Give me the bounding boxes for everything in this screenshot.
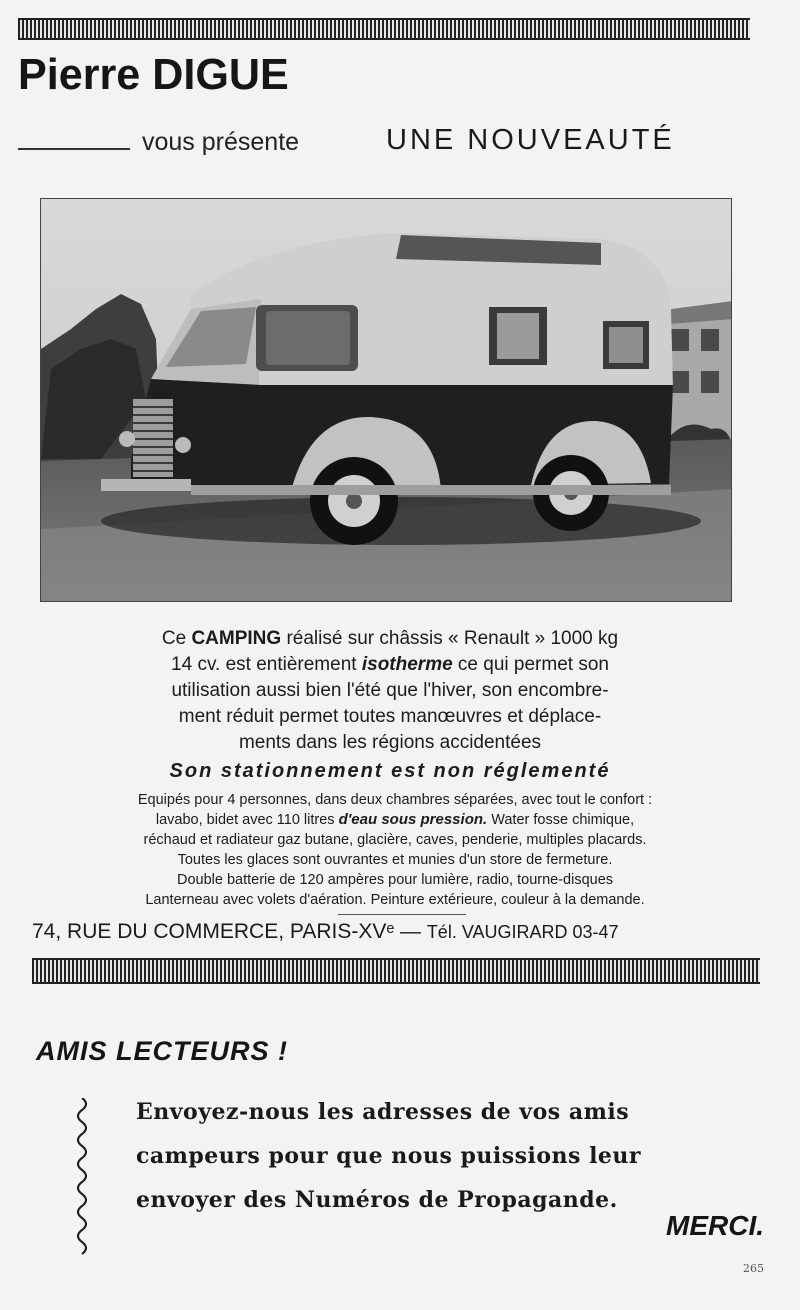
details-line-6: Lanterneau avec volets d'aération. Peinture extérieure, couleur à la demande. — [145, 892, 645, 908]
ad-text-span: Ce — [161, 628, 192, 649]
page-number: 265 — [743, 1262, 764, 1275]
contact-separator: — — [394, 920, 427, 943]
decorative-border-top — [18, 18, 750, 40]
thanks-text: MERCI. — [666, 1210, 764, 1241]
appeal-line-2: campeurs pour que nous puissions leur — [136, 1143, 642, 1169]
presents-text: vous présente — [142, 128, 300, 156]
details-line-4: Toutes les glaces sont ouvrantes et munies d'un store de fermeture. — [177, 852, 613, 868]
details-line-3: réchaud et radiateur gaz butane, glacière, caves, penderie, multiples placards. — [143, 832, 647, 848]
details-rule — [338, 914, 466, 915]
ad-text-span: 14 cv. est entièrement — [171, 654, 362, 675]
appeal-line-3: envoyer des Numéros de Propagande. — [136, 1187, 618, 1213]
phone-number: Tél. VAUGIRARD 03-47 — [426, 922, 619, 942]
equipment-details — [30, 790, 760, 910]
decorative-border-middle — [32, 958, 760, 984]
details-line-5: Double batterie de 120 ampères pour lumière, radio, tourne-disques — [176, 872, 614, 888]
ad-line-3: utilisation aussi bien l'été que l'hiver, son encombre- — [171, 680, 609, 701]
ad-text-span: réalisé sur châssis « Renault » 1000 kg — [281, 628, 619, 649]
ad-text-span: ce qui permet son — [452, 654, 609, 675]
street-address: 74, RUE DU COMMERCE, PARIS-XVᵉ — [32, 920, 395, 943]
camping-keyword: CAMPING — [191, 628, 282, 649]
novelty-title: UNE NOUVEAUTÉ — [386, 124, 675, 156]
appeal-line-1: Envoyez-nous les adresses de vos amis — [136, 1099, 630, 1125]
ad-line-4: ment réduit permet toutes manœuvres et déplace- — [178, 706, 602, 727]
contact-line — [32, 920, 619, 944]
readers-appeal — [136, 1090, 766, 1222]
water-pressure-keyword: d'eau sous pression. — [338, 811, 488, 828]
details-line-1: Equipés pour 4 personnes, dans deux chambres séparées, avec tout le confort : — [137, 792, 653, 808]
readers-heading: AMIS LECTEURS ! — [36, 1036, 289, 1066]
ad-description — [70, 626, 710, 784]
ad-line-2 — [70, 652, 710, 678]
ad-slogan: Son stationnement est non réglementé — [169, 760, 611, 782]
details-text-span: Water fosse chimique, — [487, 812, 635, 828]
isotherme-keyword: isotherme — [361, 654, 453, 675]
advertiser-name: Pierre DIGUE — [18, 50, 289, 99]
details-line-2 — [30, 810, 760, 830]
ad-line-5: ments dans les régions accidentées — [238, 732, 542, 753]
camper-van-photo — [40, 198, 732, 602]
squiggle-ornament-icon — [72, 1098, 92, 1258]
details-text-span: lavabo, bidet avec 110 litres — [155, 812, 339, 828]
ad-line-1 — [70, 626, 710, 652]
header-rule — [18, 148, 130, 150]
